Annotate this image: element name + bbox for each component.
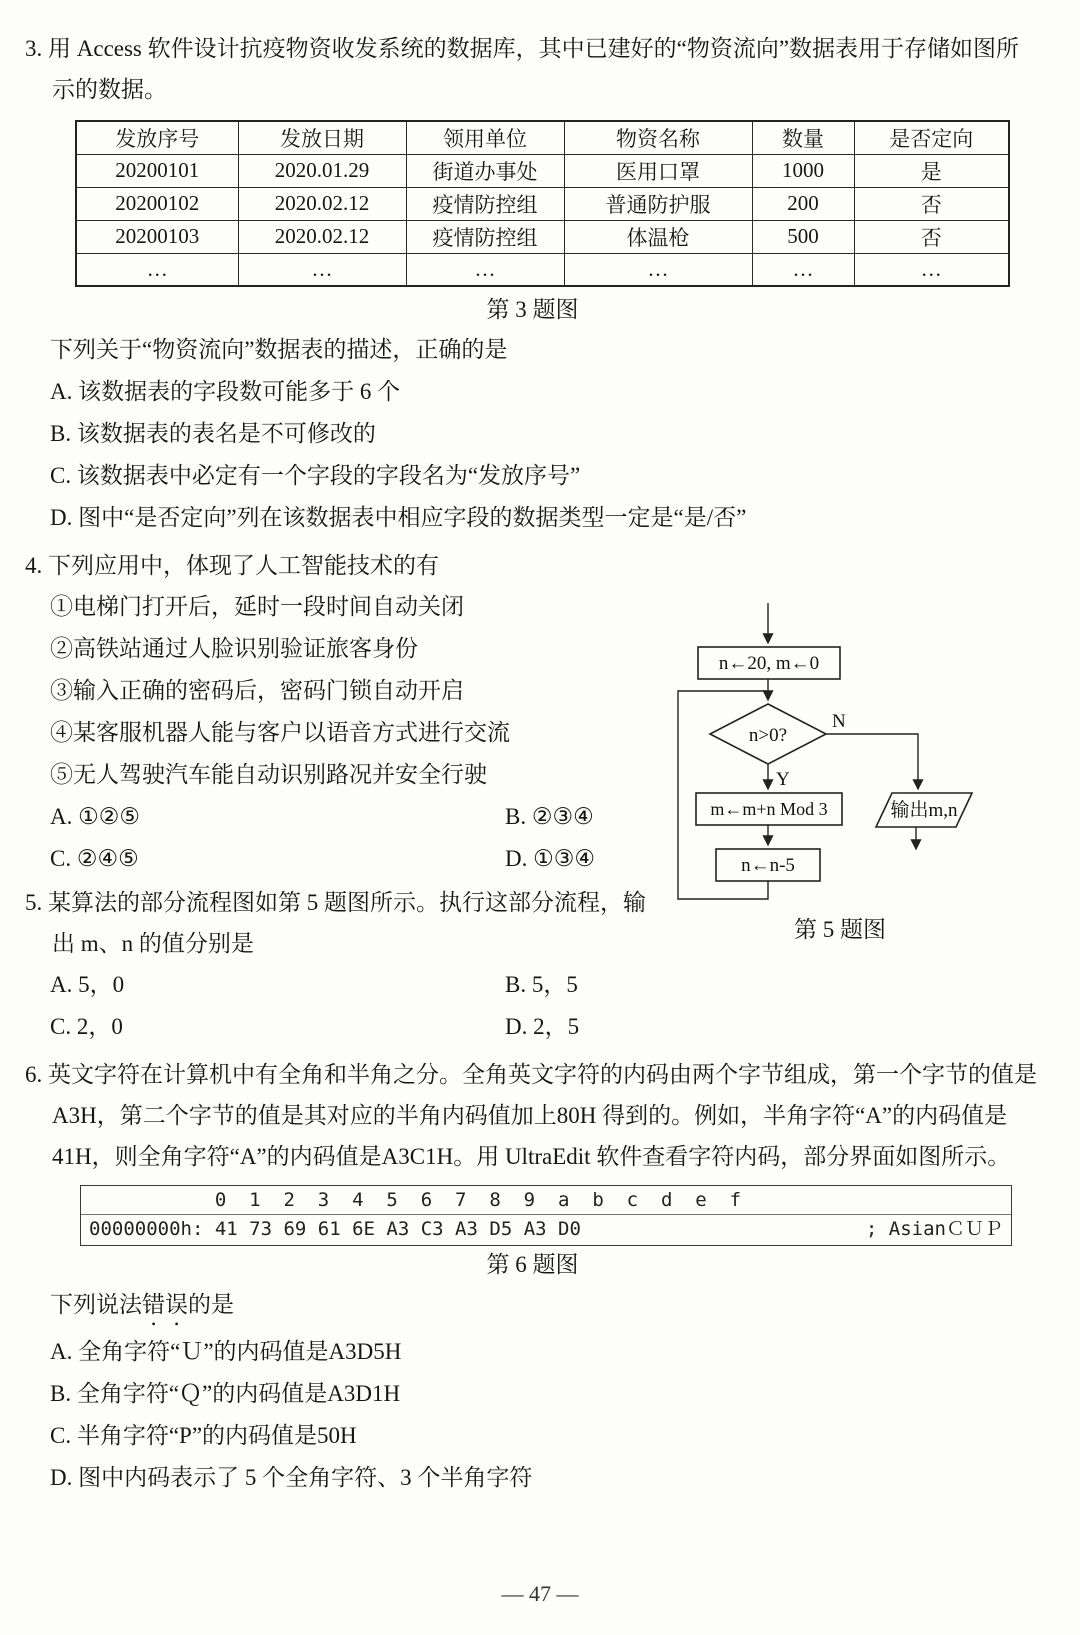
cell: 2020.01.29: [238, 154, 406, 187]
cell: 否: [854, 187, 1009, 220]
q6-text: [25, 1054, 1040, 1177]
q3-data-table: [75, 120, 1010, 287]
hex-data-row: [81, 1215, 1011, 1245]
col-header: 数量: [752, 121, 854, 154]
col-header: 物资名称: [564, 121, 752, 154]
hex-address: 00000000h:: [89, 1218, 215, 1240]
hex-column-headers: 0 1 2 3 4 5 6 7 8 9 a b c d e f: [81, 1186, 1011, 1215]
q4-item-4: ④某客服机器人能与客户以语音方式进行交流: [50, 720, 510, 745]
q6-stem-post: 的是: [188, 1292, 234, 1317]
q4-item-5: ⑤无人驾驶汽车能自动识别路况并安全行驶: [50, 762, 487, 787]
cell: 1000: [752, 154, 854, 187]
hex-byte-values: 41 73 69 61 6E A3 C3 A3 D5 A3 D0: [214, 1218, 581, 1240]
col-header: 发放日期: [238, 121, 406, 154]
q4-stem: [25, 545, 1040, 586]
q4-option-c: C. ②④⑤: [50, 846, 139, 871]
cell: …: [76, 253, 238, 286]
cell: 200: [752, 187, 854, 220]
col-header: 领用单位: [406, 121, 564, 154]
cell: 医用口罩: [564, 154, 752, 187]
q6-stem: [50, 1284, 1040, 1331]
q5-options-row-2: [50, 1006, 1040, 1048]
table-row: [76, 187, 1009, 220]
question-6: [25, 1054, 1040, 1499]
page-number: — 47 —: [501, 1581, 579, 1606]
table-row: [76, 154, 1009, 187]
hex-viewer: [80, 1185, 1012, 1246]
cell: 否: [854, 220, 1009, 253]
q4-option-b: B. ②③④: [505, 804, 594, 829]
q3-body: 用 Access 软件设计抗疫物资收发系统的数据库，其中已建好的“物资流向”数据表用于存储如图所示的数据。: [48, 36, 1020, 102]
cell: …: [564, 253, 752, 286]
q4-number: 4.: [25, 553, 43, 578]
cell: 普通防护服: [564, 187, 752, 220]
q4-option-a: A. ①②⑤: [50, 804, 140, 829]
cell: 2020.02.12: [238, 220, 406, 253]
cell: 疫情防控组: [406, 220, 564, 253]
table-row: [76, 220, 1009, 253]
q5-number: 5.: [25, 890, 43, 915]
flow-no-branch: [826, 734, 918, 789]
q5-flowchart-figure: [660, 601, 1020, 944]
flowchart-output-label: 输出m,n: [890, 800, 958, 821]
q6-stem-pre: 下列说法: [50, 1292, 142, 1317]
hex-ascii: ; AsianＣＵＰ: [865, 1218, 1003, 1240]
cell: …: [406, 253, 564, 286]
questions-4-5: [25, 545, 1040, 1048]
cell: 体温枪: [564, 220, 752, 253]
flow-no-label: N: [832, 711, 846, 732]
col-header: 发放序号: [76, 121, 238, 154]
q3-option-c: C. 该数据表中必定有一个字段的字段名为“发放序号”: [50, 463, 581, 488]
q4-stem-text: 下列应用中，体现了人工智能技术的有: [48, 553, 439, 578]
cell: 500: [752, 220, 854, 253]
cell: …: [752, 253, 854, 286]
cell: 疫情防控组: [406, 187, 564, 220]
q5-figure-caption: 第 5 题图: [794, 917, 886, 942]
q3-number: 3.: [25, 36, 43, 61]
flow-yes-label: Y: [776, 769, 790, 790]
question-3: [25, 28, 1040, 539]
flowchart-svg: [660, 601, 1020, 907]
table-header-row: [76, 121, 1009, 154]
q4-option-d: D. ①③④: [505, 846, 595, 871]
q4-item-1: ①电梯门打开后，延时一段时间自动关闭: [50, 594, 464, 619]
q3-stem: 下列关于“物资流向”数据表的描述，正确的是: [50, 337, 508, 362]
cell: 20200103: [76, 220, 238, 253]
q6-option-b: B. 全角字符“Ｑ”的内码值是A3D1H: [50, 1381, 401, 1406]
q5-stem: [25, 882, 659, 964]
q6-option-a: A. 全角字符“Ｕ”的内码值是A3D5H: [50, 1339, 402, 1364]
q6-option-d: D. 图中内码表示了 5 个全角字符、3 个半角字符: [50, 1465, 533, 1490]
flowchart-init-label: n←20, m←0: [718, 653, 820, 674]
q3-text: [25, 28, 1040, 110]
flowchart-assign1-label: m←m+n Mod 3: [710, 799, 828, 819]
table-ellipsis-row: [76, 253, 1009, 286]
cell: 20200101: [76, 154, 238, 187]
q4-item-3: ③输入正确的密码后，密码门锁自动开启: [50, 678, 464, 703]
q5-option-d: D. 2，5: [505, 1014, 580, 1039]
flowchart-assign2-label: n←n-5: [741, 855, 795, 876]
q5-option-a: A. 5，0: [50, 972, 125, 997]
hex-bytes-group: [89, 1215, 581, 1244]
q6-stem-emphasis: 错误: [142, 1292, 188, 1317]
q6-body: 英文字符在计算机中有全角和半角之分。全角英文字符的内码由两个字节组成，第一个字节的值是A3H，第二个字节的值是其对应的半角内码值加上80H 得到的。例如，半角字符“A”的内码值是41H，则全角字符“A”的内码值是A3C1H。用 UltraEdit 软件查看字符内码，部分界面如图所示。: [48, 1062, 1037, 1169]
q5-options-row-1: [50, 964, 1040, 1006]
q6-figure-caption: 第 6 题图: [486, 1252, 579, 1277]
cell: 2020.02.12: [238, 187, 406, 220]
flowchart-condition-label: n>0?: [748, 725, 788, 746]
cell: …: [854, 253, 1009, 286]
q3-option-b: B. 该数据表的表名是不可修改的: [50, 421, 376, 446]
cell: 街道办事处: [406, 154, 564, 187]
q5-stem-text: 某算法的部分流程图如第 5 题图所示。执行这部分流程，输出 m、n 的值分别是: [48, 890, 646, 956]
cell: 是: [854, 154, 1009, 187]
col-header: 是否定向: [854, 121, 1009, 154]
q5-option-c: C. 2，0: [50, 1014, 123, 1039]
q3-option-a: A. 该数据表的字段数可能多于 6 个: [50, 379, 401, 404]
q4-item-2: ②高铁站通过人脸识别验证旅客身份: [50, 636, 418, 661]
cell: 20200102: [76, 187, 238, 220]
q3-figure-caption: 第 3 题图: [486, 297, 579, 322]
q6-option-c: C. 半角字符“P”的内码值是50H: [50, 1423, 357, 1448]
q6-number: 6.: [25, 1062, 43, 1087]
cell: …: [238, 253, 406, 286]
q5-option-b: B. 5，5: [505, 972, 578, 997]
q3-option-d: D. 图中“是否定向”列在该数据表中相应字段的数据类型一定是“是/否”: [50, 505, 747, 530]
